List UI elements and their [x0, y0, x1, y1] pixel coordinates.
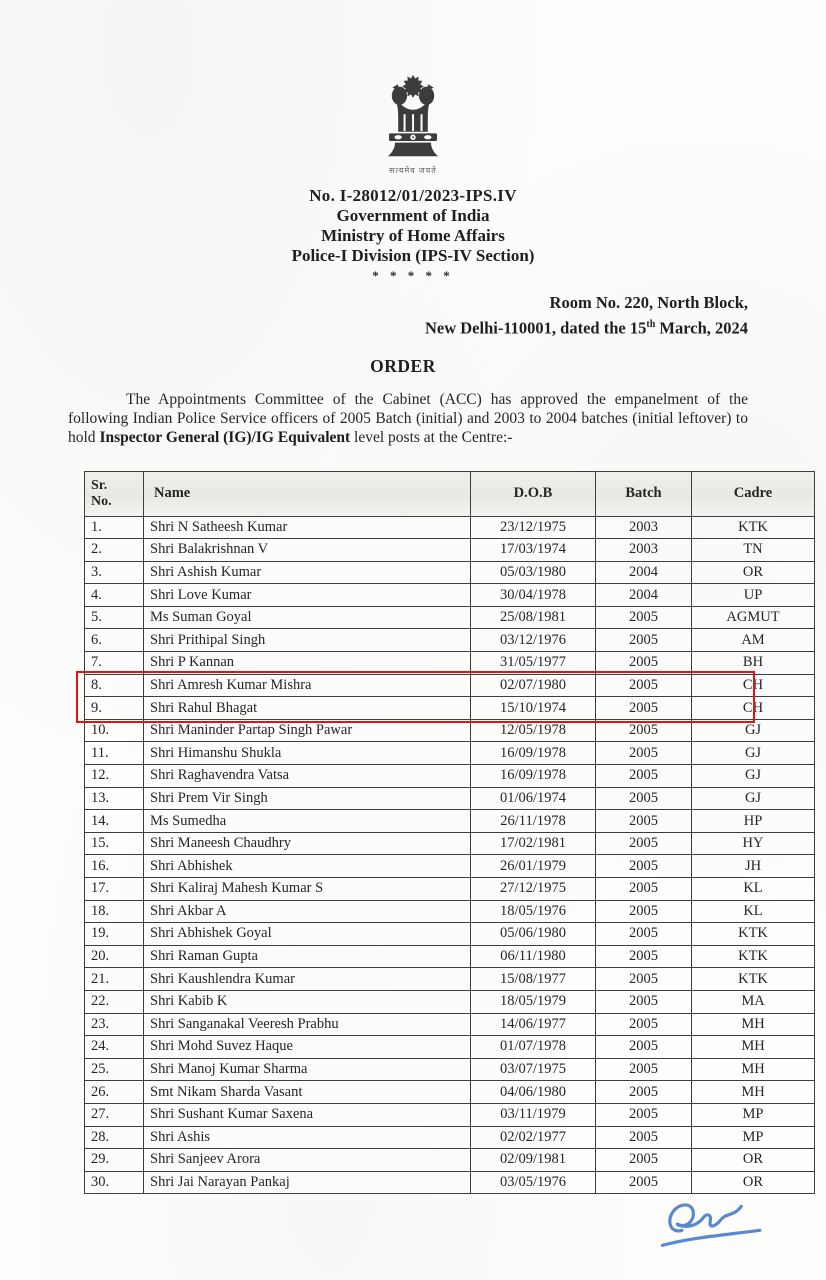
- table-row: [85, 1149, 815, 1172]
- cell-sr: 12.: [85, 765, 144, 788]
- table-row: [85, 719, 815, 742]
- cell-dob: 31/05/1977: [471, 652, 596, 675]
- cell-cadre: KTK: [692, 945, 815, 968]
- table-row: [85, 1103, 815, 1126]
- cell-batch: 2004: [596, 584, 692, 607]
- cell-name: Shri Love Kumar: [144, 584, 471, 607]
- cell-dob: 03/12/1976: [471, 629, 596, 652]
- cell-dob: 26/01/1979: [471, 855, 596, 878]
- table-row: [85, 1013, 815, 1036]
- cell-batch: 2005: [596, 1126, 692, 1149]
- cell-cadre: KTK: [692, 968, 815, 991]
- table-row: [85, 900, 815, 923]
- cell-dob: 18/05/1979: [471, 990, 596, 1013]
- header-batch: Batch: [596, 471, 692, 516]
- cell-sr: 28.: [85, 1126, 144, 1149]
- org-line-ministry: Ministry of Home Affairs: [321, 226, 505, 245]
- table-row: [85, 765, 815, 788]
- cell-sr: 7.: [85, 652, 144, 675]
- cell-sr: 26.: [85, 1081, 144, 1104]
- cell-dob: 18/05/1976: [471, 900, 596, 923]
- cell-sr: 18.: [85, 900, 144, 923]
- cell-cadre: MH: [692, 1058, 815, 1081]
- cell-name: Shri Himanshu Shukla: [144, 742, 471, 765]
- cell-name: Shri Abhishek: [144, 855, 471, 878]
- cell-dob: 01/06/1974: [471, 787, 596, 810]
- officer-table-head: [85, 471, 815, 516]
- cell-cadre: GJ: [692, 719, 815, 742]
- cell-name: Shri Kaliraj Mahesh Kumar S: [144, 878, 471, 901]
- cell-name: Shri Manoj Kumar Sharma: [144, 1058, 471, 1081]
- cell-dob: 05/06/1980: [471, 923, 596, 946]
- cell-name: Shri Ashis: [144, 1126, 471, 1149]
- cell-dob: 05/03/1980: [471, 561, 596, 584]
- cell-cadre: KL: [692, 900, 815, 923]
- cell-cadre: HP: [692, 810, 815, 833]
- cell-cadre: MP: [692, 1103, 815, 1126]
- table-row: [85, 652, 815, 675]
- address-line-1: Room No. 220, North Block,: [549, 293, 748, 312]
- cell-sr: 13.: [85, 787, 144, 810]
- table-row: [85, 697, 815, 720]
- table-row: [85, 855, 815, 878]
- cell-name: Shri Rahul Bhagat: [144, 697, 471, 720]
- cell-dob: 01/07/1978: [471, 1036, 596, 1059]
- cell-name: Shri Prithipal Singh: [144, 629, 471, 652]
- cell-batch: 2005: [596, 1149, 692, 1172]
- cell-sr: 15.: [85, 832, 144, 855]
- body-text-post: level posts at the Centre:-: [350, 428, 513, 446]
- cell-batch: 2005: [596, 1058, 692, 1081]
- cell-cadre: CH: [692, 674, 815, 697]
- cell-dob: 26/11/1978: [471, 810, 596, 833]
- cell-cadre: AGMUT: [692, 606, 815, 629]
- cell-cadre: HY: [692, 832, 815, 855]
- cell-sr: 30.: [85, 1171, 144, 1194]
- cell-batch: 2005: [596, 674, 692, 697]
- cell-sr: 3.: [85, 561, 144, 584]
- cell-batch: 2005: [596, 765, 692, 788]
- header-name: Name: [144, 471, 471, 516]
- cell-batch: 2005: [596, 719, 692, 742]
- cell-name: Shri N Satheesh Kumar: [144, 516, 471, 539]
- cell-dob: 15/08/1977: [471, 968, 596, 991]
- cell-dob: 03/07/1975: [471, 1058, 596, 1081]
- cell-sr: 5.: [85, 606, 144, 629]
- cell-cadre: KTK: [692, 516, 815, 539]
- table-row: [85, 1036, 815, 1059]
- cell-batch: 2005: [596, 968, 692, 991]
- table-row: [85, 561, 815, 584]
- table-row: [85, 787, 815, 810]
- table-row: [85, 1126, 815, 1149]
- table-row: [85, 606, 815, 629]
- cell-sr: 17.: [85, 878, 144, 901]
- cell-dob: 04/06/1980: [471, 1081, 596, 1104]
- cell-sr: 10.: [85, 719, 144, 742]
- cell-cadre: GJ: [692, 787, 815, 810]
- order-heading: ORDER: [370, 355, 436, 376]
- cell-name: Shri Sushant Kumar Saxena: [144, 1103, 471, 1126]
- address-line-2: New Delhi-110001, dated the 15th March, 2024: [424, 318, 748, 338]
- cell-batch: 2005: [596, 606, 692, 629]
- cell-cadre: MA: [692, 990, 815, 1013]
- header-sr-no: Sr. No.: [85, 471, 144, 516]
- cell-cadre: OR: [692, 1149, 815, 1172]
- table-row: [85, 516, 815, 539]
- cell-name: Shri Raghavendra Vatsa: [144, 765, 471, 788]
- cell-batch: 2005: [596, 1013, 692, 1036]
- cell-name: Shri Amresh Kumar Mishra: [144, 674, 471, 697]
- cell-name: Shri Ashish Kumar: [144, 561, 471, 584]
- cell-name: Ms Suman Goyal: [144, 606, 471, 629]
- cell-sr: 1.: [85, 516, 144, 539]
- cell-dob: 17/03/1974: [471, 539, 596, 562]
- cell-batch: 2005: [596, 855, 692, 878]
- cell-cadre: UP: [692, 584, 815, 607]
- cell-batch: 2005: [596, 697, 692, 720]
- cell-name: Ms Sumedha: [144, 810, 471, 833]
- cell-batch: 2005: [596, 652, 692, 675]
- cell-cadre: CH: [692, 697, 815, 720]
- org-line-government: Government of India: [336, 206, 490, 225]
- cell-dob: 23/12/1975: [471, 516, 596, 539]
- cell-cadre: MH: [692, 1013, 815, 1036]
- officer-table-body: [85, 516, 815, 1194]
- table-row: [85, 923, 815, 946]
- cell-name: Shri Akbar A: [144, 900, 471, 923]
- cell-dob: 25/08/1981: [471, 606, 596, 629]
- cell-name: Shri Abhishek Goyal: [144, 923, 471, 946]
- table-row: [85, 1081, 815, 1104]
- cell-dob: 03/05/1976: [471, 1171, 596, 1194]
- officer-table-wrap: [84, 471, 780, 1195]
- table-row: [85, 539, 815, 562]
- cell-batch: 2005: [596, 742, 692, 765]
- cell-cadre: KTK: [692, 923, 815, 946]
- cell-batch: 2005: [596, 923, 692, 946]
- cell-sr: 21.: [85, 968, 144, 991]
- officer-table: [84, 471, 815, 1195]
- table-row: [85, 968, 815, 991]
- table-row: [85, 1171, 815, 1194]
- cell-batch: 2005: [596, 832, 692, 855]
- cell-sr: 24.: [85, 1036, 144, 1059]
- cell-sr: 4.: [85, 584, 144, 607]
- table-row: [85, 674, 815, 697]
- cell-dob: 30/04/1978: [471, 584, 596, 607]
- table-row: [85, 584, 815, 607]
- body-text-pre: The Appointments Committee of the Cabinet (ACC) has approved the empanelment of the following Indian Police Service officers of 2005 Batch (initial) and 2003 to 2004 batches (initial leftover) to hold: [68, 390, 748, 446]
- cell-dob: 06/11/1980: [471, 945, 596, 968]
- cell-sr: 11.: [85, 742, 144, 765]
- header-row: [85, 471, 815, 516]
- table-row: [85, 945, 815, 968]
- cell-name: Shri Sanganakal Veeresh Prabhu: [144, 1013, 471, 1036]
- cell-name: Shri Prem Vir Singh: [144, 787, 471, 810]
- cell-batch: 2005: [596, 900, 692, 923]
- table-row: [85, 810, 815, 833]
- cell-dob: 02/02/1977: [471, 1126, 596, 1149]
- table-row: [85, 629, 815, 652]
- cell-name: Shri Maneesh Chaudhry: [144, 832, 471, 855]
- cell-dob: 02/09/1981: [471, 1149, 596, 1172]
- cell-name: Shri P Kannan: [144, 652, 471, 675]
- cell-sr: 22.: [85, 990, 144, 1013]
- cell-name: Shri Jai Narayan Pankaj: [144, 1171, 471, 1194]
- cell-name: Shri Mohd Suvez Haque: [144, 1036, 471, 1059]
- cell-batch: 2005: [596, 787, 692, 810]
- cell-cadre: MP: [692, 1126, 815, 1149]
- table-row: [85, 742, 815, 765]
- cell-cadre: AM: [692, 629, 815, 652]
- cell-sr: 29.: [85, 1149, 144, 1172]
- cell-sr: 27.: [85, 1103, 144, 1126]
- cell-dob: 16/09/1978: [471, 765, 596, 788]
- cell-name: Shri Kabib K: [144, 990, 471, 1013]
- cell-cadre: BH: [692, 652, 815, 675]
- cell-batch: 2005: [596, 629, 692, 652]
- address-date-block: [0, 292, 748, 340]
- cell-dob: 15/10/1974: [471, 697, 596, 720]
- cell-name: Shri Balakrishnan V: [144, 539, 471, 562]
- cell-sr: 25.: [85, 1058, 144, 1081]
- cell-dob: 03/11/1979: [471, 1103, 596, 1126]
- cell-sr: 19.: [85, 923, 144, 946]
- cell-sr: 20.: [85, 945, 144, 968]
- cell-cadre: KL: [692, 878, 815, 901]
- cell-batch: 2005: [596, 945, 692, 968]
- stars-separator: * * * * *: [372, 268, 454, 283]
- cell-name: Shri Raman Gupta: [144, 945, 471, 968]
- cell-dob: 14/06/1977: [471, 1013, 596, 1036]
- cell-batch: 2003: [596, 516, 692, 539]
- cell-sr: 14.: [85, 810, 144, 833]
- header-dob: D.O.B: [471, 471, 596, 516]
- cell-cadre: MH: [692, 1081, 815, 1104]
- cell-sr: 16.: [85, 855, 144, 878]
- cell-cadre: OR: [692, 561, 815, 584]
- cell-batch: 2005: [596, 878, 692, 901]
- cell-cadre: GJ: [692, 742, 815, 765]
- order-body-paragraph: [68, 390, 748, 447]
- cell-batch: 2005: [596, 1171, 692, 1194]
- cell-name: Shri Kaushlendra Kumar: [144, 968, 471, 991]
- body-text-bold: Inspector General (IG)/IG Equivalent: [99, 428, 351, 446]
- cell-sr: 2.: [85, 539, 144, 562]
- cell-dob: 12/05/1978: [471, 719, 596, 742]
- table-row: [85, 878, 815, 901]
- cell-name: Shri Maninder Partap Singh Pawar: [144, 719, 471, 742]
- cell-batch: 2004: [596, 561, 692, 584]
- cell-dob: 16/09/1978: [471, 742, 596, 765]
- cell-batch: 2005: [596, 1036, 692, 1059]
- cell-dob: 02/07/1980: [471, 674, 596, 697]
- cell-batch: 2005: [596, 990, 692, 1013]
- signature: [654, 1194, 770, 1256]
- reference-number: No. I-28012/01/2023-IPS.IV: [309, 186, 517, 205]
- cell-sr: 23.: [85, 1013, 144, 1036]
- emblem-motto: सत्यमेव जयते: [389, 166, 437, 175]
- cell-name: Smt Nikam Sharda Vasant: [144, 1081, 471, 1104]
- org-line-division: Police-I Division (IPS-IV Section): [291, 246, 535, 265]
- cell-cadre: OR: [692, 1171, 815, 1194]
- cell-cadre: JH: [692, 855, 815, 878]
- header-cadre: Cadre: [692, 471, 815, 516]
- cell-cadre: GJ: [692, 765, 815, 788]
- cell-sr: 9.: [85, 697, 144, 720]
- table-row: [85, 1058, 815, 1081]
- ashoka-emblem-icon: [377, 74, 449, 176]
- cell-sr: 6.: [85, 629, 144, 652]
- table-row: [85, 990, 815, 1013]
- cell-sr: 8.: [85, 674, 144, 697]
- cell-batch: 2003: [596, 539, 692, 562]
- cell-dob: 17/02/1981: [471, 832, 596, 855]
- cell-batch: 2005: [596, 810, 692, 833]
- cell-name: Shri Sanjeev Arora: [144, 1149, 471, 1172]
- letterhead: [0, 0, 826, 284]
- cell-batch: 2005: [596, 1081, 692, 1104]
- cell-batch: 2005: [596, 1103, 692, 1126]
- cell-dob: 27/12/1975: [471, 878, 596, 901]
- cell-cadre: MH: [692, 1036, 815, 1059]
- cell-cadre: TN: [692, 539, 815, 562]
- table-row: [85, 832, 815, 855]
